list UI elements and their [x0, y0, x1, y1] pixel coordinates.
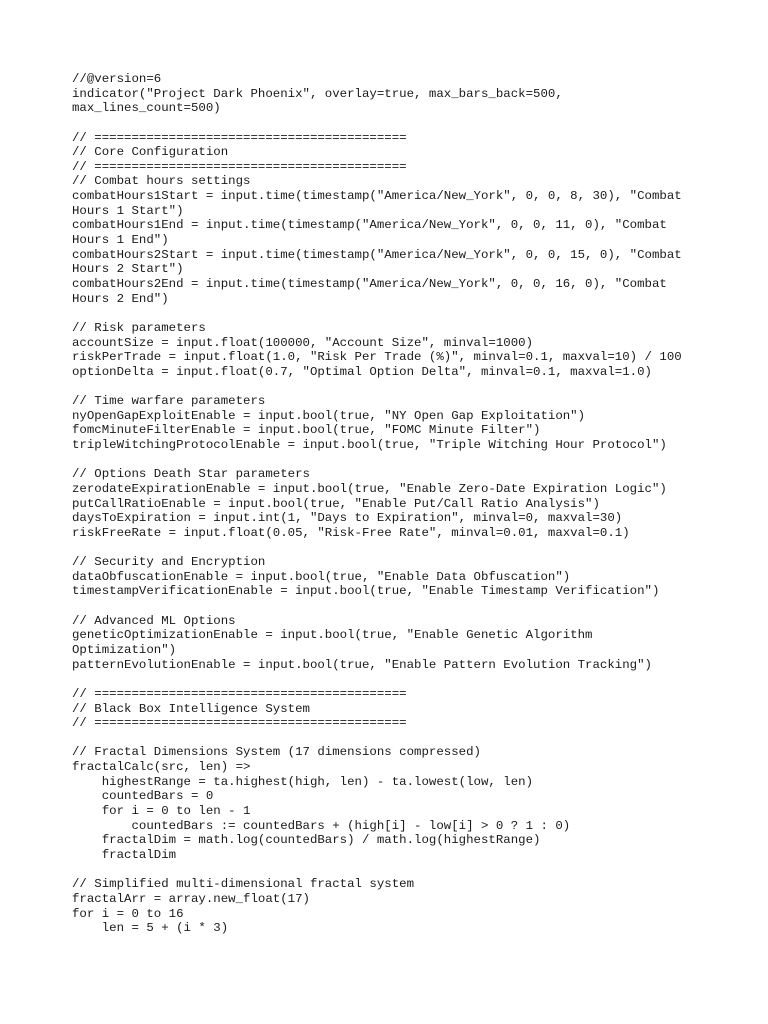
code-line: combatHours1Start = input.time(timestamp("America/New_York", 0, 0, 8, 30), "Combat — [72, 189, 682, 204]
code-listing — [72, 72, 732, 936]
code-line: patternEvolutionEnable = input.bool(true, "Enable Pattern Evolution Tracking") — [72, 657, 652, 672]
code-line: riskFreeRate = input.float(0.05, "Risk-Free Rate", minval=0.01, maxval=0.1) — [72, 525, 630, 540]
code-line: //@version=6 — [72, 72, 162, 86]
code-line — [72, 306, 732, 321]
code-line: // ========================================== — [72, 159, 407, 174]
code-line: // Core Configuration — [72, 145, 229, 160]
code-line: highestRange = ta.highest(high, len) - ta.lowest(low, len) — [72, 774, 534, 789]
code-line: countedBars := countedBars + (high[i] - low[i] > 0 ? 1 : 0) — [72, 818, 571, 833]
code-line: // Time warfare parameters — [72, 394, 266, 409]
code-line — [72, 863, 732, 878]
code-line: fractalDim — [72, 847, 177, 862]
code-line: // Simplified multi-dimensional fractal system — [72, 877, 415, 892]
code-line: combatHours1End = input.time(timestamp("America/New_York", 0, 0, 11, 0), "Combat — [72, 218, 667, 233]
code-line: for i = 0 to len - 1 — [72, 804, 251, 819]
code-line: putCallRatioEnable = input.bool(true, "Enable Put/Call Ratio Analysis") — [72, 496, 600, 511]
code-line: zerodateExpirationEnable = input.bool(true, "Enable Zero-Date Expiration Logic") — [72, 481, 667, 496]
code-line: Hours 2 Start") — [72, 262, 184, 277]
code-line: for i = 0 to 16 — [72, 906, 184, 921]
code-line: // Combat hours settings — [72, 174, 251, 189]
code-line: // Black Box Intelligence System — [72, 701, 310, 716]
code-line: accountSize = input.float(100000, "Account Size", minval=1000) — [72, 335, 534, 350]
code-line — [72, 453, 732, 468]
code-line: daysToExpiration = input.int(1, "Days to Expiration", minval=0, maxval=30) — [72, 511, 623, 526]
code-line — [72, 672, 732, 687]
code-line: len = 5 + (i * 3) — [72, 921, 229, 936]
code-line: // Fractal Dimensions System (17 dimensions compressed) — [72, 745, 481, 760]
code-line: Optimization") — [72, 642, 177, 657]
code-line: Hours 1 End") — [72, 233, 169, 248]
code-line — [72, 599, 732, 614]
code-line: nyOpenGapExploitEnable = input.bool(true, "NY Open Gap Exploitation") — [72, 408, 586, 423]
code-line: countedBars = 0 — [72, 789, 214, 804]
code-line: Hours 1 Start") — [72, 203, 184, 218]
code-line: fractalArr = array.new_float(17) — [72, 891, 310, 906]
code-line: max_lines_count=500) — [72, 101, 221, 116]
code-line — [72, 541, 732, 556]
code-line: // Advanced ML Options — [72, 613, 236, 628]
code-line: riskPerTrade = input.float(1.0, "Risk Per Trade (%)", minval=0.1, maxval=10) / 100 — [72, 350, 682, 365]
code-line: // ========================================== — [72, 686, 407, 701]
code-line: // ========================================== — [72, 130, 407, 145]
code-line: fomcMinuteFilterEnable = input.bool(true, "FOMC Minute Filter") — [72, 423, 541, 438]
code-line: combatHours2Start = input.time(timestamp("America/New_York", 0, 0, 15, 0), "Combat — [72, 247, 682, 262]
code-line: optionDelta = input.float(0.7, "Optimal Option Delta", minval=0.1, maxval=1.0) — [72, 364, 652, 379]
code-line: // Risk parameters — [72, 320, 206, 335]
code-line: Hours 2 End") — [72, 291, 169, 306]
code-line — [72, 379, 732, 394]
code-line: combatHours2End = input.time(timestamp("America/New_York", 0, 0, 16, 0), "Combat — [72, 276, 667, 291]
code-line: dataObfuscationEnable = input.bool(true, "Enable Data Obfuscation") — [72, 569, 571, 584]
code-line: timestampVerificationEnable = input.bool(true, "Enable Timestamp Verification") — [72, 584, 660, 599]
code-line: indicator("Project Dark Phoenix", overlay=true, max_bars_back=500, — [72, 86, 563, 101]
code-line: fractalDim = math.log(countedBars) / math.log(highestRange) — [72, 833, 541, 848]
code-line — [72, 116, 732, 131]
code-line — [72, 731, 732, 746]
code-line: geneticOptimizationEnable = input.bool(true, "Enable Genetic Algorithm — [72, 628, 593, 643]
code-line: // Options Death Star parameters — [72, 467, 310, 482]
code-line: fractalCalc(src, len) => — [72, 760, 251, 775]
code-line: // Security and Encryption — [72, 555, 266, 570]
code-line: // ========================================== — [72, 716, 407, 731]
code-line: tripleWitchingProtocolEnable = input.bool(true, "Triple Witching Hour Protocol") — [72, 438, 667, 453]
